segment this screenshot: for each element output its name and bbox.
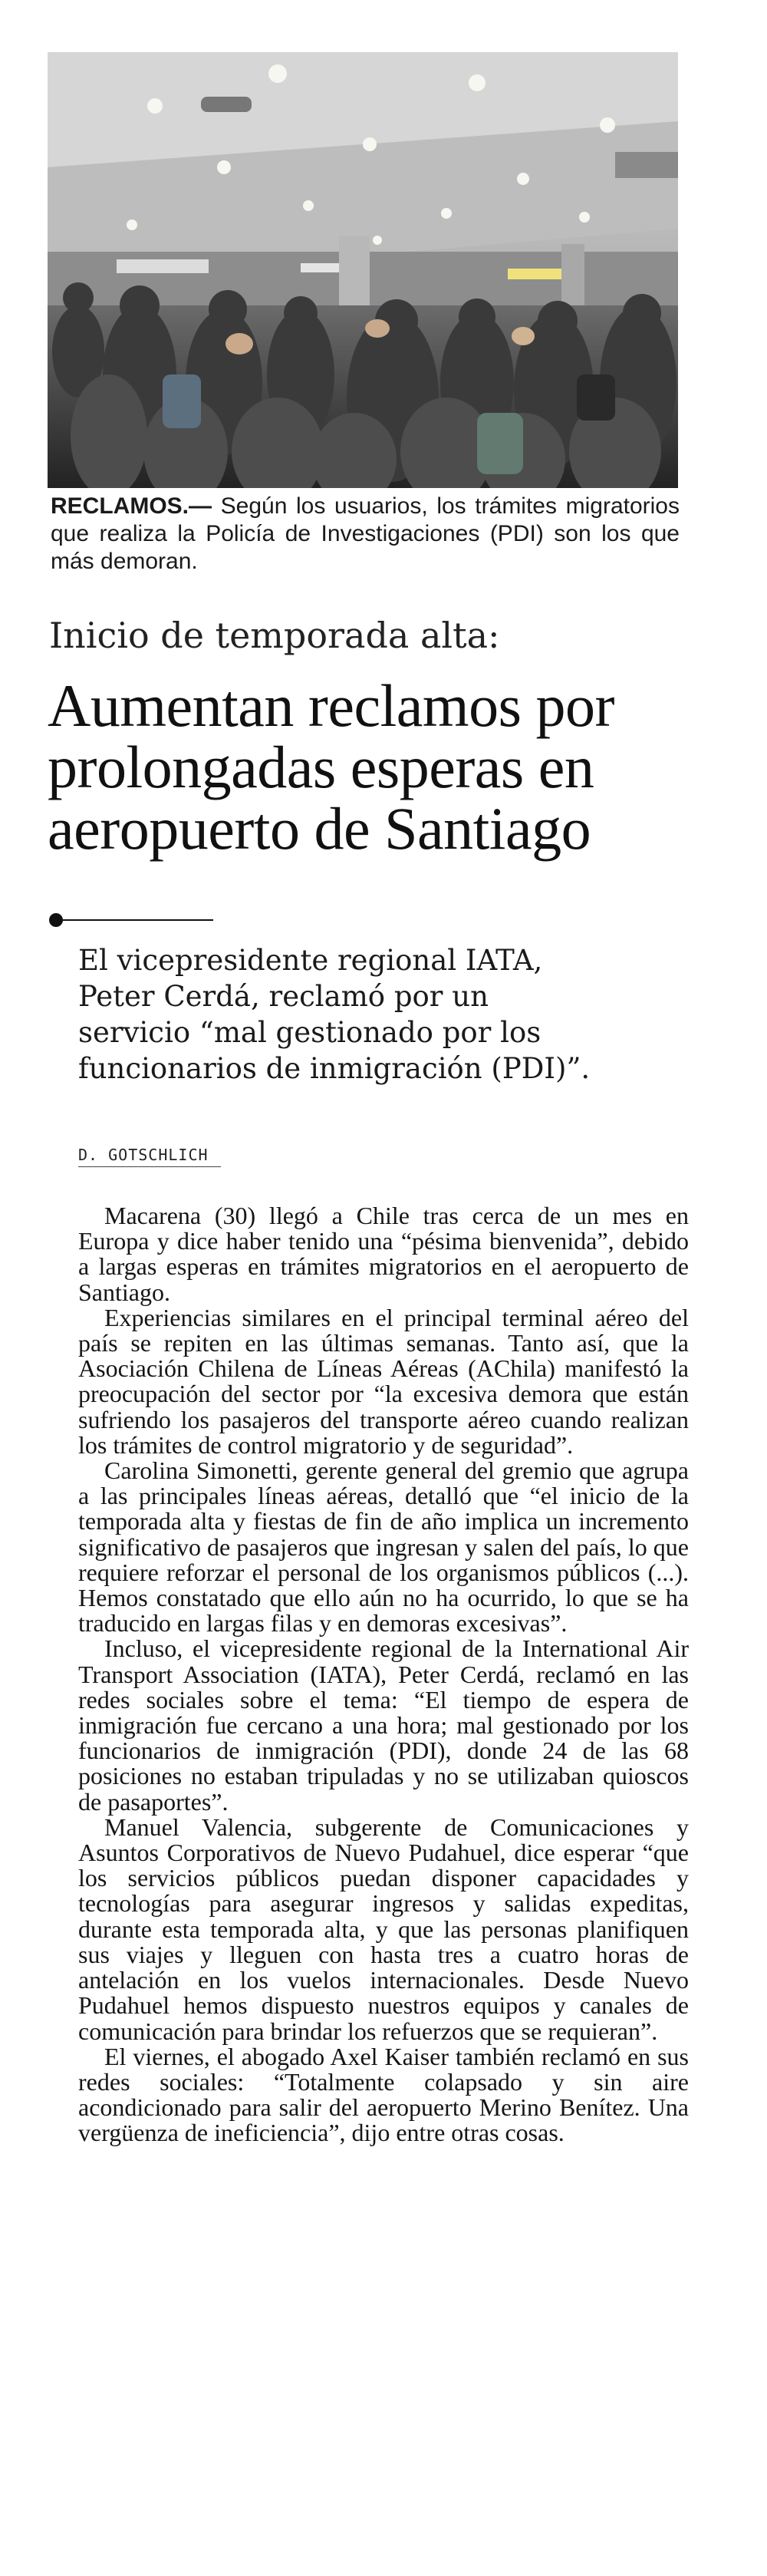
body-paragraph: El viernes, el abogado Axel Kaiser también reclamó en sus redes sociales: “Totalmente colapsado y sin aire acondicionado para salir del aeropuerto Merino Benítez. Una vergüenza de ineficiencia”, dijo entre otras cosas. bbox=[78, 2042, 689, 2147]
body-paragraph: Carolina Simonetti, gerente general del gremio que agrupa a las principales líneas aéreas, detalló que “el inicio de la temporada alta y fiestas de fin de año implica un incremento significativo de pasajeros que ingresan y salen del país, lo que requiere reforzar el personal de los organismos públicos (...). Hemos constatado que ello aún no ha ocurrido, lo que se ha traducido en largas filas y en demoras excesivas”. bbox=[78, 1456, 689, 1638]
summary-line: El vicepresidente regional IATA, bbox=[78, 944, 543, 977]
headline-line: prolongadas esperas en bbox=[48, 734, 594, 800]
summary bbox=[78, 942, 692, 1087]
summary-line: Peter Cerdá, reclamó por un bbox=[78, 980, 489, 1013]
divider bbox=[60, 919, 213, 921]
byline-rule bbox=[78, 1166, 221, 1167]
byline: D. GOTSCHLICH bbox=[78, 1146, 209, 1164]
body-paragraph: Incluso, el vicepresidente regional de la International Air Transport Association (IATA), Peter Cerdá, reclamó en las redes sociales sobre el tema: “El tiempo de espera de inmigración fue cercano a una hora; mal gestionado por los funcionarios de inmigración (PDI), donde 24 de las 68 posiciones no estaban tripuladas y no se utilizaban quioscos de pasaportes”. bbox=[78, 1634, 689, 1816]
body-paragraph: Manuel Valencia, subgerente de Comunicaciones y Asuntos Corporativos de Nuevo Pudahuel, dice esperar “que los servicios públicos puedan disponer capacidades y tecnologías para asegurar ingresos y salidas expeditas, durante esta temporada alta, y que las personas planifiquen sus viajes y lleguen con hasta tres a cuatro horas de antelación en los vuelos internacionales. Desde Nuevo Pudahuel hemos dispuesto nuestros equipos y canales de comunicación para brindar los refuerzos que se requieran”. bbox=[78, 1812, 689, 2045]
headline bbox=[48, 672, 684, 862]
body-paragraph: Macarena (30) llegó a Chile tras cerca de un mes en Europa y dice haber tenido una “pésima bienvenida”, debido a largas esperas en trámites migratorios en el aeropuerto de Santiago. bbox=[78, 1202, 689, 1306]
photo-caption bbox=[51, 493, 680, 576]
crowd-photo bbox=[48, 52, 678, 488]
summary-line: servicio “mal gestionado por los bbox=[78, 1016, 542, 1049]
article-body bbox=[78, 1203, 689, 2146]
headline-line: aeropuerto de Santiago bbox=[48, 795, 591, 862]
headline-line: Aumentan reclamos por bbox=[48, 672, 614, 739]
body-paragraph: Experiencias similares en el principal terminal aéreo del país se repiten en las últimas semanas. Tanto así, que la Asociación Chilena de Líneas Aéreas (AChila) manifestó la preocupación del sector por “la excesiva demora que están sufriendo los pasajeros del transporte aéreo cuando realizan los trámites de control migratorio y de seguridad”. bbox=[78, 1303, 689, 1459]
caption-lead: RECLAMOS.— bbox=[51, 493, 212, 519]
kicker: Inicio de temporada alta: bbox=[49, 615, 500, 656]
crowd-in-airport-hall-icon bbox=[48, 52, 678, 488]
summary-line: funcionarios de inmigración (PDI)”. bbox=[78, 1052, 591, 1085]
caption-text: Según los usuarios, los trámites migratorios que realiza la Policía de Investigaciones (PDI) son los que más demoran. bbox=[51, 493, 680, 574]
